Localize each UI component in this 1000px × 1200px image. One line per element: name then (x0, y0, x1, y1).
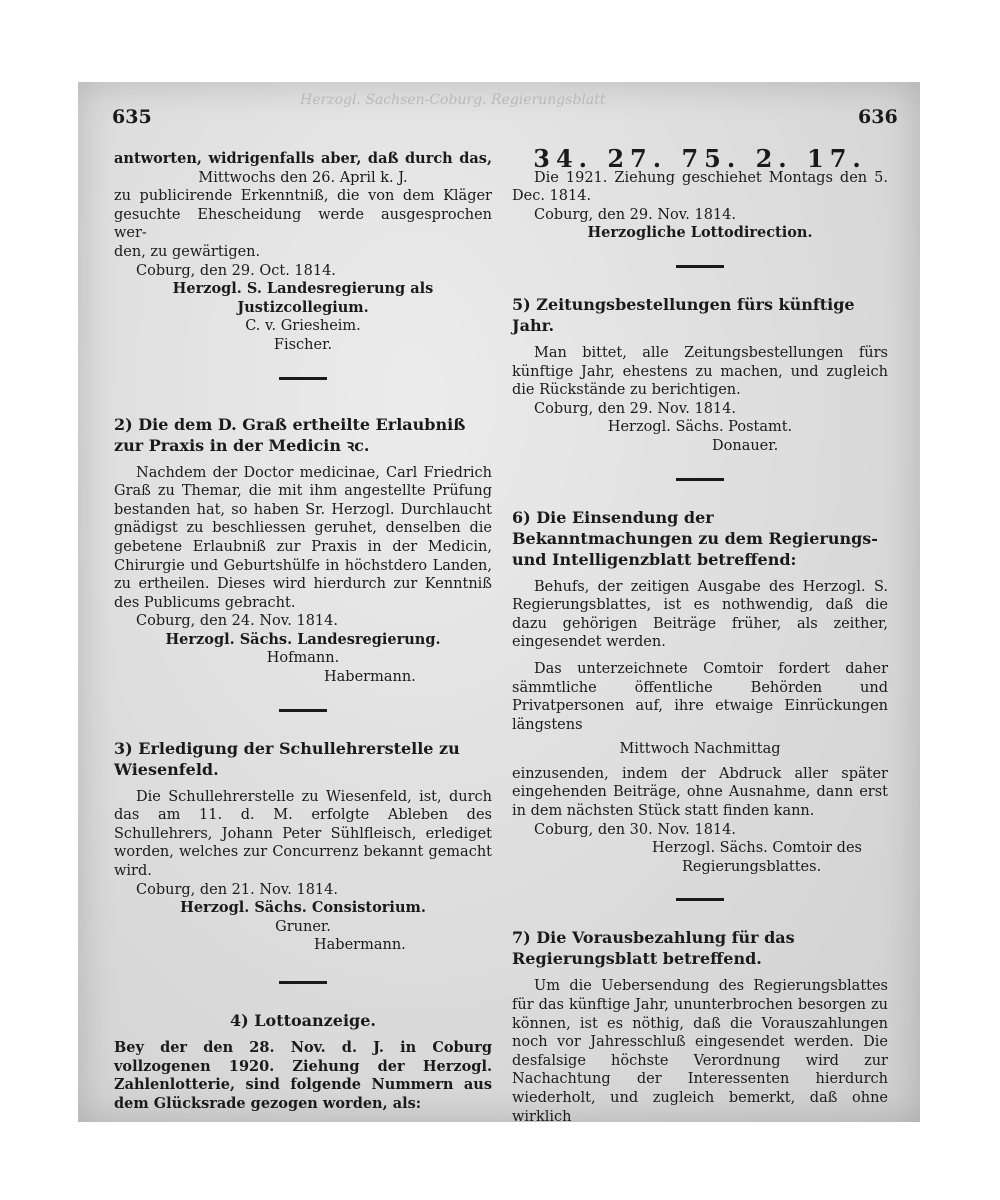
bleed-through-header: Herzogl. Sachsen-Coburg. Regierungsblatt (300, 92, 606, 108)
text-line: zu publicirende Erkenntniß, die von dem Kläger (114, 188, 492, 205)
signature-line: Herzogl. Sächs. Consistorium. (180, 899, 426, 917)
signature-line: Herzogliche Lottodirection. (587, 224, 813, 242)
section-divider (676, 898, 724, 901)
lotto-numbers: 34. 27. 75. 2. 17. (533, 144, 867, 173)
section-body: Nachdem der Doctor medicinae, Carl Friedrich Graß zu Themar, die mit ihm angestellte Prüfung bestanden hat, so haben Sr. Herzogl. Durchlaucht gnädigst zu beschliessen geruhet, denselben die gebetene Erlaubniß zur Praxis in der Medicin, Chirurgie und Geburtshülfe in höchstdero Landen, zu ertheilen. Dieses wird hierdurch zur Kenntniß des Publicums gebracht. (114, 464, 492, 611)
section-divider (676, 265, 724, 268)
signature-line: Regierungsblattes. (682, 858, 822, 875)
page-number-right: 636 (858, 106, 898, 128)
signature-line: Herzogl. S. Landesregierung als Justizcollegium. (172, 280, 434, 316)
section-divider (279, 377, 327, 380)
text-line: antworten, widrigenfalls aber, daß durch das, (114, 150, 492, 167)
section-heading: 6) Die Einsendung der Bekanntmachungen zu dem Regierungs- und Intelligenzblatt betreffend: (512, 507, 878, 569)
date-line: Coburg, den 29. Nov. 1814. (534, 206, 736, 223)
section-heading: 2) Die dem D. Graß ertheilte Erlaubniß zur Praxis in der Medicin ꝛc. (114, 414, 466, 455)
signature-line: Herzogl. Sächs. Landesregierung. (165, 630, 441, 648)
section-heading: 4) Lottoanzeige. (230, 1011, 376, 1030)
section-heading: 7) Die Vorausbezahlung für das Regierungsblatt betreffend. (512, 928, 795, 969)
section-body: Die Schullehrerstelle zu Wiesenfeld, ist, durch das am 11. d. M. erfolgte Ableben des Schullehrers, Johann Peter Sühlfleisch, erlediget worden, welches zur Concurrenz bekannt gemacht wird. (114, 788, 492, 880)
date-line: Coburg, den 29. Oct. 1814. (136, 262, 336, 279)
section-body: Um die Uebersendung des Regierungsblattes für das künftige Jahr, ununterbrochen besorgen zu können, ist es nöthig, daß die Vorauszahlungen noch vor Jahresschluß eingesendet werden. Die desfalsige höchste Verordnung wird zur Nachachtung der Interessenten hierdurch wiederholt, und zugleich bemerkt, daß ohne wirklich (512, 978, 888, 1125)
section-body: Die 1921. Ziehung geschiehet Montags den 5. Dec. 1814. (512, 169, 888, 205)
text-line: Mittwochs den 26. April k. J. (198, 169, 408, 186)
section-body: Das unterzeichnete Comtoir fordert daher sämmtliche öffentliche Behörden und Privatpersonen auf, ihre etwaige Einrückungen längstens (512, 660, 888, 733)
signature-line: Hofmann. (266, 650, 340, 667)
signature-line: Herzogl. Sächs. Postamt. (607, 419, 793, 436)
signature-line: Habermann. (324, 669, 416, 686)
right-column (512, 144, 888, 1126)
text-line: den, zu gewärtigen. (114, 243, 261, 260)
section-heading: 3) Erledigung der Schullehrerstelle zu Wiesenfeld. (114, 738, 460, 779)
date-line: Coburg, den 24. Nov. 1814. (136, 613, 338, 630)
signature-line: Donauer. (712, 437, 779, 454)
date-line: Coburg, den 30. Nov. 1814. (534, 821, 736, 838)
section-divider (676, 478, 724, 481)
signature-line: Herzogl. Sächs. Comtoir des (652, 840, 862, 857)
section-heading: 5) Zeitungsbestellungen fürs künftige Jahr. (512, 294, 855, 335)
section-divider (279, 981, 327, 984)
section-divider (279, 709, 327, 712)
section-body: Man bittet, alle Zeitungsbestellungen fürs künftige Jahr, ehestens zu machen, und zugleich die Rückstände zu berichtigen. (512, 344, 888, 399)
date-line: Coburg, den 29. Nov. 1814. (534, 400, 736, 417)
text-line: gesuchte Ehescheidung werde ausgesprochen wer- (114, 206, 492, 242)
left-column (114, 150, 492, 1113)
section-body: Behufs, der zeitigen Ausgabe des Herzogl. S. Regierungsblattes, ist es nothwendig, daß die dazu gehörigen Beiträge früher, als zeither, eingesendet werden. (512, 578, 888, 651)
date-line: Coburg, den 21. Nov. 1814. (136, 881, 338, 898)
section-body: Bey der den 28. Nov. d. J. in Coburg vollzogenen 1920. Ziehung der Herzogl. Zahlenlotterie, sind folgende Nummern aus dem Glücksrade gezogen worden, als: (114, 1039, 492, 1112)
signature-line: Habermann. (314, 937, 406, 954)
signature-line: C. v. Griesheim. (245, 318, 361, 335)
section-body: einzusenden, indem der Abdruck aller später eingehenden Beiträge, ohne Ausnahme, dann erst in dem nächsten Stück statt finden kann. (512, 765, 888, 820)
page-number-left: 635 (112, 106, 152, 128)
signature-line: Fischer. (273, 336, 333, 353)
emphasis-line: Mittwoch Nachmittag (619, 741, 781, 758)
signature-line: Gruner. (275, 918, 331, 935)
